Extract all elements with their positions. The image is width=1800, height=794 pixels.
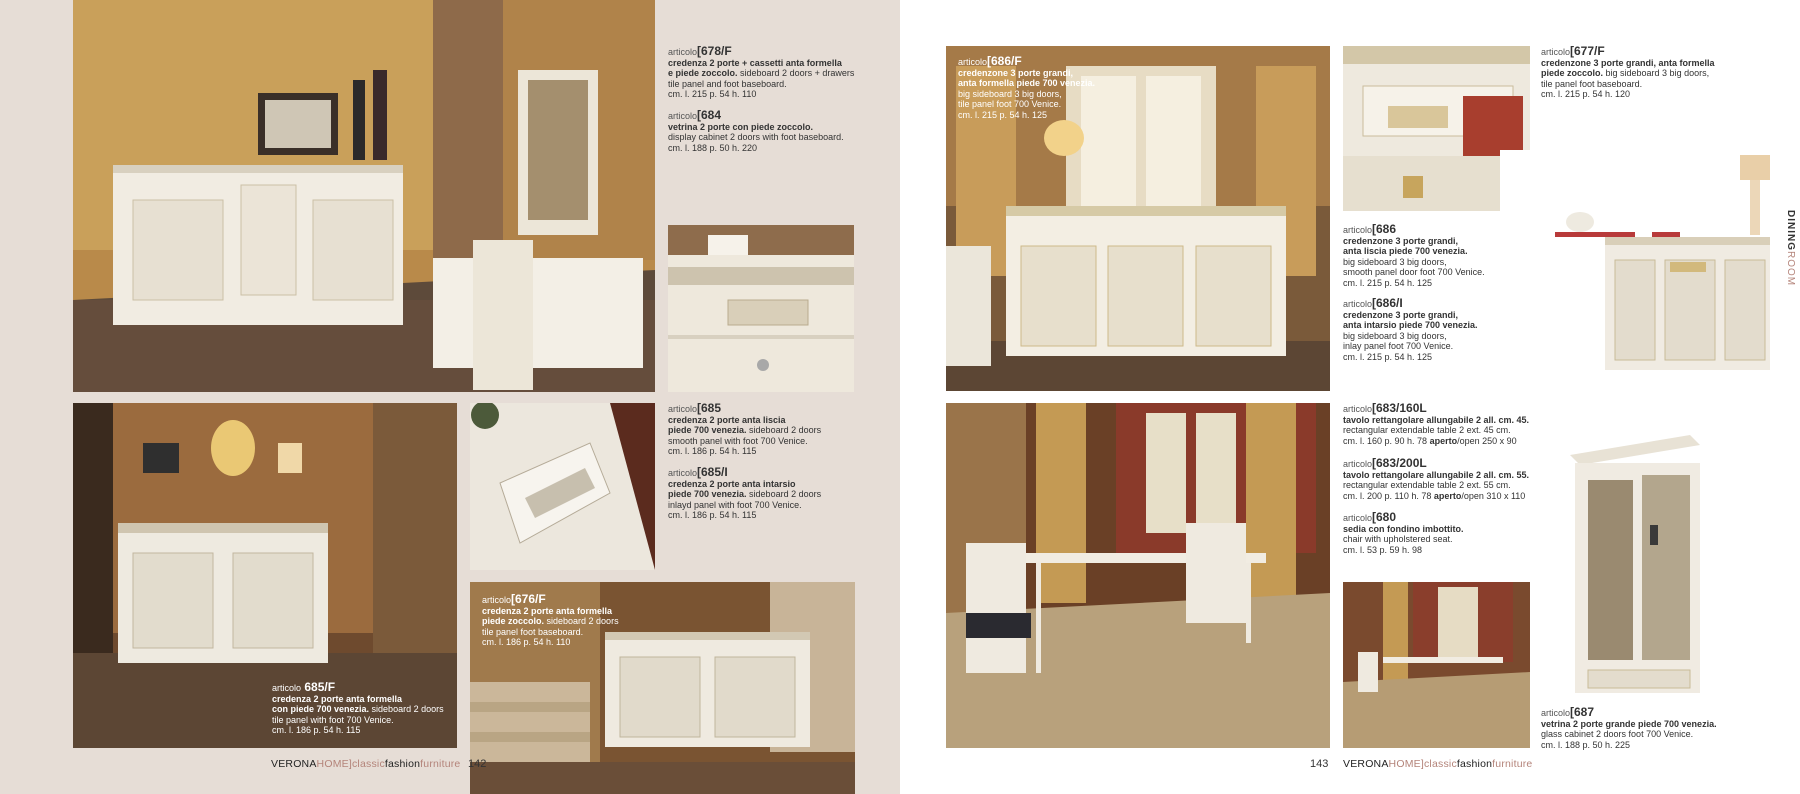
photo-detail-carving	[668, 225, 854, 392]
page-number-left: 142	[468, 758, 487, 770]
caption-685: articolo[685 credenza 2 porte anta liscia piede 700 venezia. sideboard 2 doors smooth panel with foot 700 Venice. cm. l. 186 p. 54 h. 115	[668, 401, 822, 456]
caption-678F: articolo[678/F credenza 2 porte + cassetti anta formella e piede zoccolo. sideboard 2 doors + drawers tile panel and foot baseboard. cm. l. 215 p. 54 h. 110	[668, 44, 855, 99]
caption-683-160L: articolo[683/160L tavolo rettangolare allungabile 2 all. cm. 45. rectangular extendable table 2 ext. 45 cm. cm. l. 160 p. 90 h. 78 aperto/open 250 x 90	[1343, 401, 1530, 446]
footer-brand-right: VERONAHOME]classicfashionfurniture	[1343, 758, 1533, 770]
footer-brand-left: VERONAHOME]classicfashionfurniture	[271, 758, 461, 770]
caption-684: articolo[684 vetrina 2 porte con piede zoccolo. display cabinet 2 doors with foot baseboard. cm. l. 188 p. 50 h. 220	[668, 108, 844, 153]
caption-686F: articolo[686/F credenzone 3 porte grandi, anta formella piede 700 venezia. big sideboard 3 big doors, tile panel foot 700 Venice. cm. l. 215 p. 54 h. 125	[958, 54, 1096, 120]
caption-677F: articolo[677/F credenzone 3 porte grandi, anta formella piede zoccolo. big sideboard 3 big doors, tile panel foot baseboard. cm. l. 215 p. 54 h. 120	[1541, 44, 1715, 99]
caption-680: articolo[680 sedia con fondino imbottito. chair with upholstered seat. cm. l. 53 p. 59 h. 98	[1343, 510, 1464, 555]
caption-687: articolo[687 vetrina 2 porte grande piede 700 venezia. glass cabinet 2 doors foot 700 Venice. cm. l. 188 p. 50 h. 225	[1541, 705, 1717, 750]
caption-685I: articolo[685/I credenza 2 porte anta intarsio piede 700 venezia. sideboard 2 doors inlayd panel with foot 700 Venice. cm. l. 186 p. 54 h. 115	[668, 465, 822, 520]
caption-676F: articolo[676/F credenza 2 porte anta formella piede zoccolo. sideboard 2 doors tile panel foot baseboard. cm. l. 186 p. 54 h. 110	[482, 592, 619, 647]
caption-686I: articolo[686/I credenzone 3 porte grandi, anta intarsio piede 700 venezia. big sideboard 3 big doors, inlay panel foot 700 Venice. cm. l. 215 p. 54 h. 125	[1343, 296, 1478, 362]
section-tab-dining-room: DININGROOM	[1785, 210, 1796, 287]
caption-686: articolo[686 credenzone 3 porte grandi, anta liscia piede 700 venezia. big sideboard 3 big doors, smooth panel door foot 700 Venice. cm. l. 215 p. 54 h. 125	[1343, 222, 1485, 288]
page-number-right: 143	[1310, 758, 1329, 770]
photo-dining-small	[1343, 582, 1530, 748]
photo-sideboard-678F	[73, 0, 655, 392]
photo-dining-table-683	[946, 403, 1330, 748]
caption-683-200L: articolo[683/200L tavolo rettangolare allungabile 2 all. cm. 55. rectangular extendable table 2 ext. 55 cm. cm. l. 200 p. 110 h. 78 aperto/open 310 x 110	[1343, 456, 1530, 501]
photo-glass-cabinet-687	[1560, 425, 1720, 705]
right-page	[900, 0, 1800, 794]
photo-detail-drawer	[470, 403, 655, 570]
caption-685F: articolo 685/F credenza 2 porte anta formella con piede 700 venezia. sideboard 2 doors tile panel with foot 700 Venice. cm. l. 186 p. 54 h. 115	[272, 680, 444, 735]
